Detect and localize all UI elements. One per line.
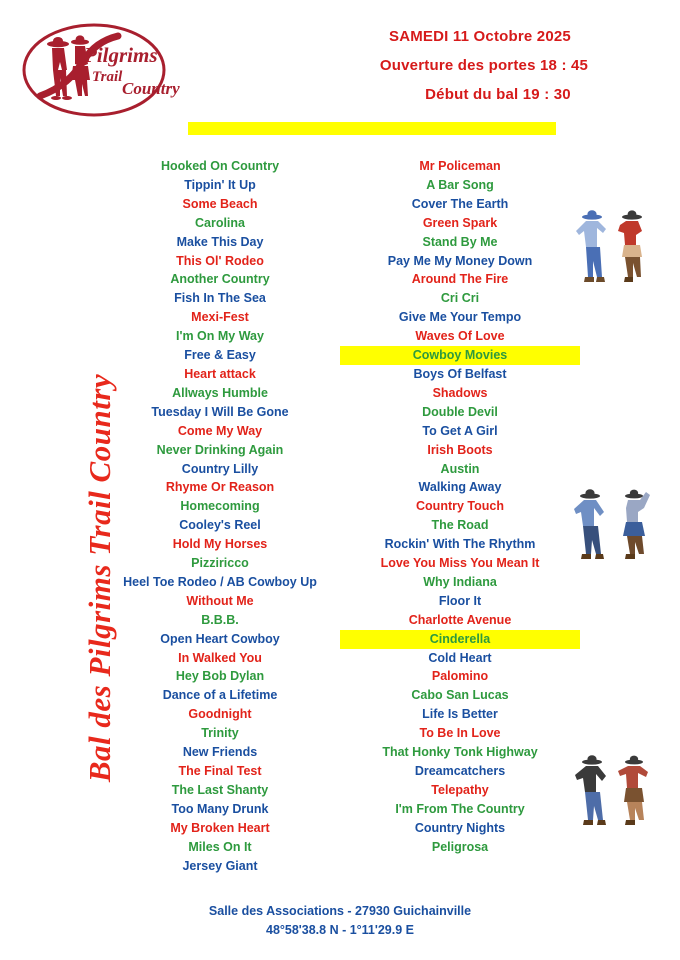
song-item: Floor It [438, 593, 482, 608]
song-item: Trinity [201, 726, 239, 741]
song-item: Tuesday I Will Be Gone [151, 404, 289, 419]
song-item: Waves Of Love [415, 329, 505, 344]
song-item: Telepathy [431, 782, 489, 797]
song-item: The Road [431, 518, 489, 533]
song-item: Boys Of Belfast [413, 366, 507, 381]
song-item: Free & Easy [184, 348, 256, 363]
pilgrims-trail-country-logo [22, 18, 192, 123]
venue-coordinates: 48°58'38.8 N - 1°11'29.9 E [266, 923, 414, 937]
song-item: Why Indiana [423, 574, 497, 589]
right-column [340, 157, 580, 875]
song-item: Charlotte Avenue [408, 612, 512, 627]
logo-text-line3: Country [122, 79, 180, 98]
song-item: Irish Boots [427, 442, 493, 457]
song-item: Miles On It [188, 839, 252, 854]
song-item: Make This Day [176, 234, 264, 249]
song-item: My Broken Heart [170, 820, 270, 835]
song-item: In Walked You [178, 650, 262, 665]
song-item: Give Me Your Tempo [398, 310, 522, 325]
song-item: Too Many Drunk [171, 801, 269, 816]
song-item: Homecoming [180, 499, 260, 514]
song-item: Double Devil [422, 404, 498, 419]
song-item: Stand By Me [422, 234, 498, 249]
song-item: Open Heart Cowboy [160, 631, 280, 646]
song-item: Cri Cri [440, 291, 480, 306]
header-highlight-bar [188, 122, 556, 135]
logo-text-line2: Trail [92, 69, 123, 85]
song-item: Peligrosa [431, 839, 489, 854]
song-item: Dreamcatchers [414, 764, 506, 778]
song-item: Hooked On Country [160, 159, 280, 173]
song-item: I'm On My Way [176, 329, 264, 344]
song-item: Love You Miss You Mean It [380, 556, 540, 571]
song-item: Palomino [431, 669, 489, 684]
doors-open-time: Ouverture des portes 18 : 45 [379, 57, 589, 74]
venue-address: Salle des Associations - 27930 Guichainville [208, 904, 472, 918]
left-column [100, 157, 340, 875]
song-item: Country Lilly [181, 461, 259, 476]
song-item: B.B.B. [201, 612, 239, 627]
song-item: That Honky Tonk Highway [382, 745, 538, 760]
song-item: Another Country [170, 272, 270, 287]
song-item: Rhyme Or Reason [165, 480, 275, 495]
song-item: Allways Humble [172, 385, 268, 400]
song-item: Jersey Giant [182, 858, 258, 873]
song-item: Fish In The Sea [174, 291, 266, 306]
song-item: Green Spark [422, 215, 498, 230]
playlist [100, 157, 580, 875]
song-item: Cowboy Movies [340, 346, 580, 365]
song-item: A Bar Song [426, 177, 494, 192]
song-item: Heel Toe Rodeo / AB Cowboy Up [123, 574, 317, 589]
song-item: Never Drinking Again [156, 442, 284, 457]
logo-text-line1: Pilgrims [84, 43, 158, 67]
song-item: The Final Test [178, 764, 262, 778]
song-item: Austin [440, 461, 480, 476]
song-item: Tippin' It Up [184, 177, 256, 192]
dance-start-time: Début du bal 19 : 30 [425, 86, 571, 103]
song-item: Hold My Horses [172, 537, 268, 552]
dancing-couple-1 [570, 205, 660, 290]
song-item: Dance of a Lifetime [162, 688, 278, 703]
song-item: The Last Shanty [171, 782, 269, 797]
dancing-couple-3 [570, 748, 660, 833]
song-item: Goodnight [188, 707, 252, 722]
dancing-couple-2 [570, 482, 660, 567]
song-item: Pay Me My Money Down [387, 253, 533, 268]
song-item: Cabo San Lucas [411, 688, 509, 703]
song-item: Mexi-Fest [191, 310, 249, 325]
song-item: Life Is Better [422, 707, 498, 722]
song-item: Some Beach [182, 196, 258, 211]
song-item: Around The Fire [411, 272, 509, 287]
song-item: Country Nights [414, 820, 506, 835]
song-item: This Ol' Rodeo [176, 253, 264, 268]
song-item: Walking Away [418, 480, 502, 495]
event-date: SAMEDI 11 Octobre 2025 [389, 28, 571, 45]
song-item: Without Me [186, 593, 254, 608]
song-item: Cooley's Reel [179, 518, 261, 533]
song-item: Carolina [194, 215, 245, 230]
song-item: To Be In Love [419, 726, 501, 741]
song-item: Mr Policeman [419, 159, 501, 173]
venue-info [0, 902, 680, 940]
song-item: Country Touch [416, 499, 504, 514]
page-title: Bal des Pilgrims Trail Country [82, 373, 117, 783]
song-item: Cinderella [340, 630, 580, 649]
song-item: Cold Heart [428, 650, 492, 665]
event-header [300, 28, 660, 115]
song-item: Pizziricco [191, 556, 249, 571]
song-item: I'm From The Country [395, 801, 525, 816]
song-item: Shadows [432, 385, 488, 400]
song-item: Rockin' With The Rhythm [384, 537, 536, 552]
song-item: Come My Way [177, 423, 263, 438]
song-item: Cover The Earth [411, 196, 509, 211]
song-item: To Get A Girl [422, 423, 498, 438]
song-item: New Friends [182, 745, 258, 760]
song-item: Hey Bob Dylan [175, 669, 265, 684]
song-item: Heart attack [184, 366, 256, 381]
